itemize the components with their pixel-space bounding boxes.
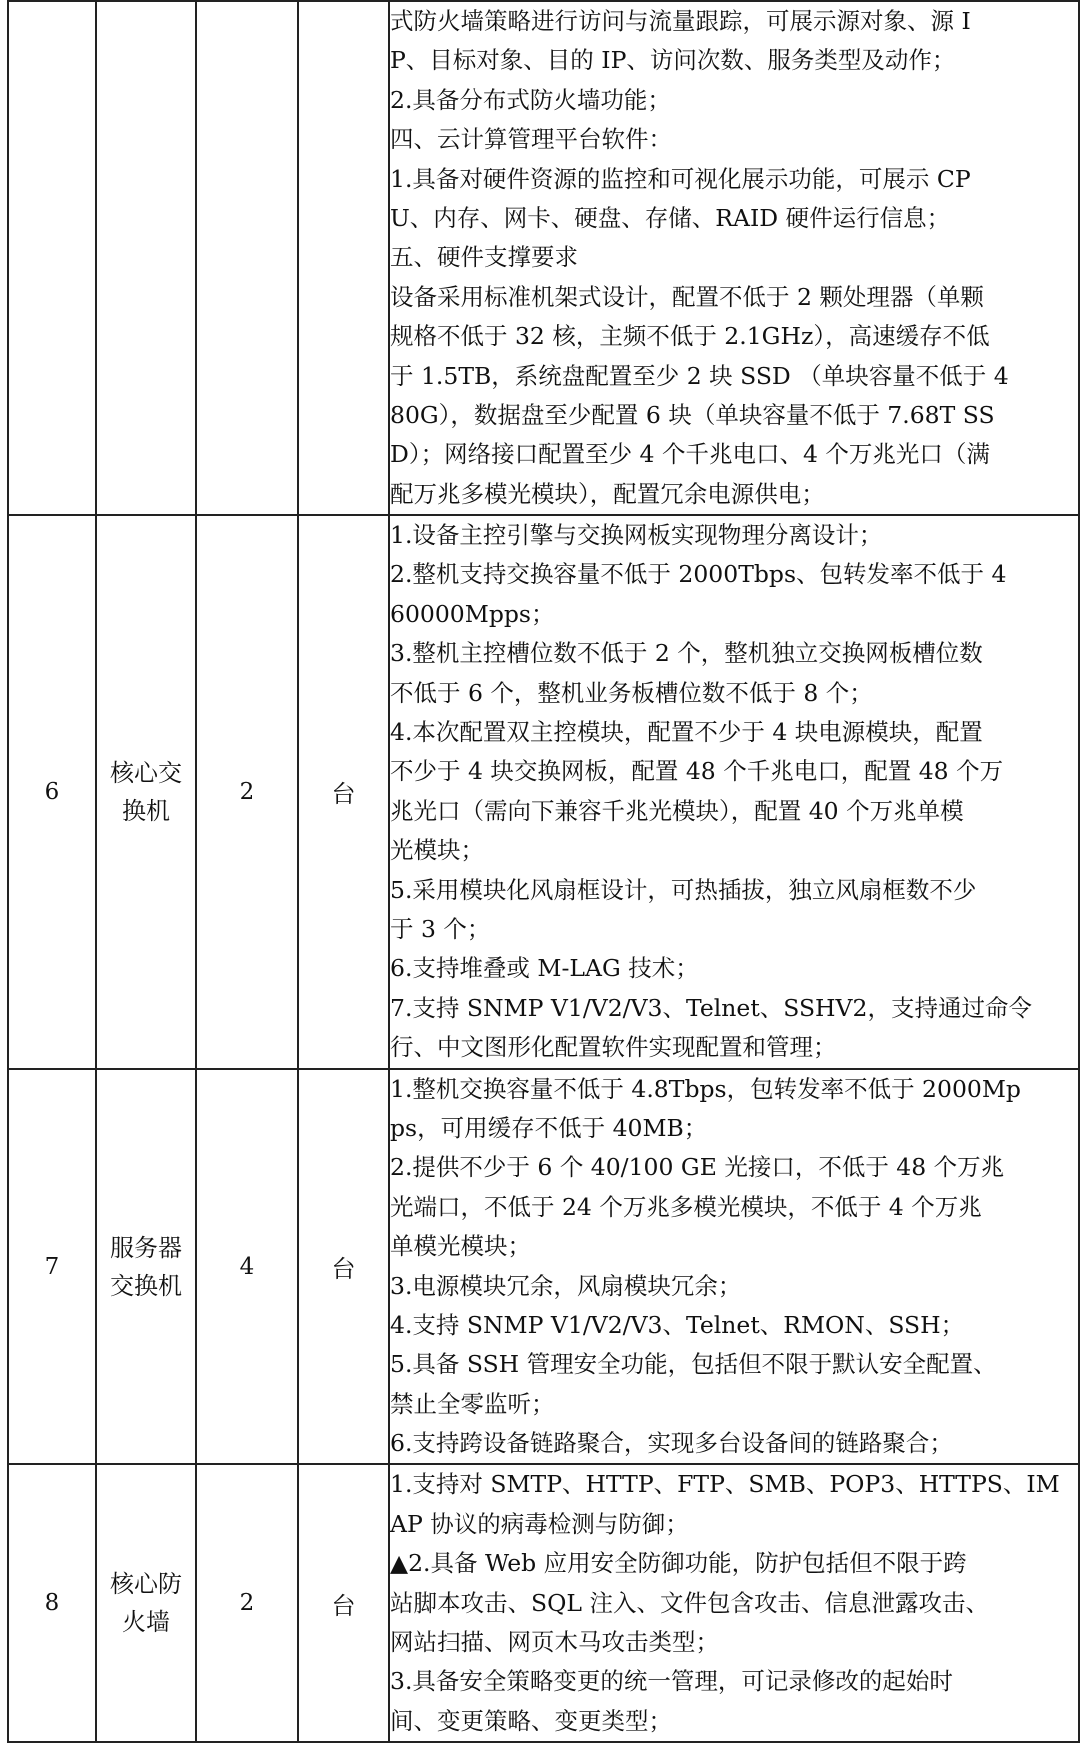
spec-line: 于 3 个； <box>390 914 491 943</box>
spec-line: 五、硬件支撑要求 <box>390 243 578 272</box>
item-name <box>96 1069 196 1465</box>
spec-line: 60000Mpps； <box>390 599 555 628</box>
spec-table <box>7 0 1080 1743</box>
spec-line: 3.电源模块冗余，风扇模块冗余； <box>390 1271 742 1300</box>
spec-line: 1.设备主控引擎与交换网板实现物理分离设计； <box>390 521 883 550</box>
row-index: 6 <box>8 515 96 1068</box>
table-row <box>8 1069 1079 1465</box>
item-unit <box>298 1 389 515</box>
item-unit: 台 <box>298 1464 389 1742</box>
row-index: 7 <box>8 1069 96 1465</box>
item-name-line: 交换机 <box>110 1271 182 1300</box>
item-name-line: 核心交 <box>110 758 182 787</box>
spec-line: 4.支持 SNMP V1/V2/V3、Telnet、RMON、SSH； <box>390 1310 965 1339</box>
spec-line: 四、云计算管理平台软件： <box>390 125 672 154</box>
spec-line: P、目标对象、目的 IP、访问次数、服务类型及动作； <box>390 46 956 75</box>
spec-line: 于 1.5TB，系统盘配置至少 2 块 SSD （单块容量不低于 4 <box>390 361 1009 390</box>
spec-line: 5.具备 SSH 管理安全功能，包括但不限于默认安全配置、 <box>390 1350 997 1379</box>
spec-line: ps，可用缓存不低于 40MB； <box>390 1113 708 1142</box>
spec-line: AP 协议的病毒检测与防御； <box>390 1509 689 1538</box>
spec-table-body <box>8 1 1079 1742</box>
spec-line: 6.支持跨设备链路聚合，实现多台设备间的链路聚合； <box>390 1429 953 1458</box>
spec-line: 不低于 6 个，整机业务板槽位数不低于 8 个； <box>390 678 873 707</box>
table-row <box>8 1 1079 515</box>
spec-line: 网站扫描、网页木马攻击类型； <box>390 1628 719 1657</box>
spec-line: 7.支持 SNMP V1/V2/V3、Telnet、SSHV2，支持通过命令 <box>390 993 1032 1022</box>
item-name-line: 火墙 <box>122 1608 170 1637</box>
spec-line: 行、中文图形化配置软件实现配置和管理； <box>390 1033 837 1062</box>
spec-line: 站脚本攻击、SQL 注入、文件包含攻击、信息泄露攻击、 <box>390 1588 989 1617</box>
item-spec <box>389 1464 1079 1742</box>
item-spec <box>389 1069 1079 1465</box>
spec-line: 2.整机支持交换容量不低于 2000Tbps、包转发率不低于 4 <box>390 560 1007 589</box>
spec-line: 5.采用模块化风扇框设计，可热插拔，独立风扇框数不少 <box>390 875 977 904</box>
spec-line: D）；网络接口配置至少 4 个千兆电口、4 个万兆光口（满 <box>390 440 990 469</box>
item-spec <box>389 1 1079 515</box>
spec-line: 2.具备分布式防火墙功能； <box>390 85 671 114</box>
item-unit: 台 <box>298 515 389 1068</box>
item-spec <box>389 515 1079 1068</box>
spec-line: 1.具备对硬件资源的监控和可视化展示功能，可展示 CP <box>390 164 971 193</box>
item-quantity <box>196 1 298 515</box>
item-name <box>96 1 196 515</box>
table-row <box>8 515 1079 1068</box>
spec-line: 规格不低于 32 核，主频不低于 2.1GHz），高速缓存不低 <box>390 322 990 351</box>
spec-line: 兆光口（需向下兼容千兆光模块），配置 40 个万兆单模 <box>390 796 964 825</box>
spec-line: 3.整机主控槽位数不低于 2 个，整机独立交换网板槽位数 <box>390 639 983 668</box>
spec-line: 光模块； <box>390 836 484 865</box>
row-index: 8 <box>8 1464 96 1742</box>
spec-line: 1.整机交换容量不低于 4.8Tbps，包转发率不低于 2000Mp <box>390 1074 1021 1103</box>
item-name <box>96 515 196 1068</box>
spec-line: 1.支持对 SMTP、HTTP、FTP、SMB、POP3、HTTPS、IM <box>390 1470 1060 1499</box>
item-name-line: 核心防 <box>110 1570 182 1599</box>
spec-line: 式防火墙策略进行访问与流量跟踪，可展示源对象、源 I <box>390 7 971 35</box>
item-name-line: 服务器 <box>110 1233 182 1262</box>
spec-line: 4.本次配置双主控模块，配置不少于 4 块电源模块，配置 <box>390 718 983 747</box>
item-quantity: 2 <box>196 515 298 1068</box>
spec-line: 间、变更策略、变更类型； <box>390 1706 672 1735</box>
spec-line: 6.支持堆叠或 M-LAG 技术； <box>390 954 699 983</box>
item-name-line: 换机 <box>122 796 170 825</box>
item-quantity: 2 <box>196 1464 298 1742</box>
item-quantity: 4 <box>196 1069 298 1465</box>
spec-line: 不少于 4 块交换网板，配置 48 个千兆电口，配置 48 个万 <box>390 757 1004 786</box>
spec-line: U、内存、网卡、硬盘、存储、RAID 硬件运行信息； <box>390 203 951 232</box>
spec-line: 配万兆多模光模块），配置冗余电源供电； <box>390 479 825 508</box>
spec-line: 禁止全零监听； <box>390 1389 555 1418</box>
spec-line: 单模光模块； <box>390 1232 531 1261</box>
spec-line: 3.具备安全策略变更的统一管理，可记录修改的起始时 <box>390 1667 953 1696</box>
spec-line: 2.提供不少于 6 个 40/100 GE 光接口，不低于 48 个万兆 <box>390 1153 1005 1182</box>
spec-line: 设备采用标准机架式设计，配置不低于 2 颗处理器（单颗 <box>390 282 984 311</box>
spec-line: 80G），数据盘至少配置 6 块（单块容量不低于 7.68T SS <box>390 400 995 429</box>
table-row <box>8 1464 1079 1742</box>
item-name <box>96 1464 196 1742</box>
spec-line: ▲2.具备 Web 应用安全防御功能，防护包括但不限于跨 <box>390 1549 967 1578</box>
item-unit: 台 <box>298 1069 389 1465</box>
row-index <box>8 1 96 515</box>
spec-line: 光端口，不低于 24 个万兆多模光模块，不低于 4 个万兆 <box>390 1192 982 1221</box>
